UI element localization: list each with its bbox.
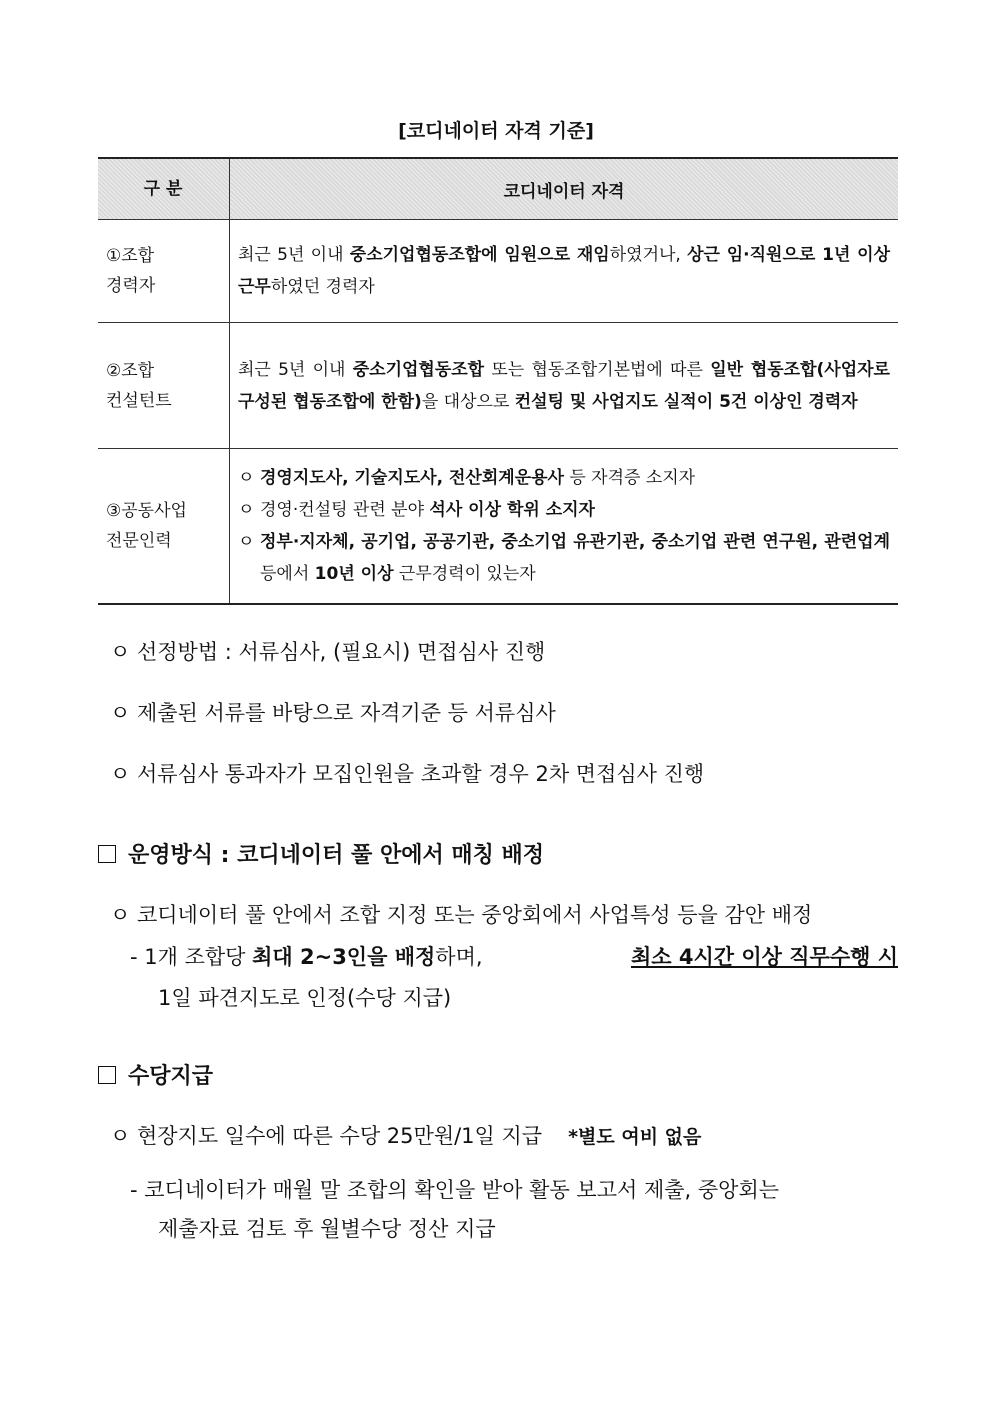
table-title: [코디네이터 자격 기준] xyxy=(398,120,594,142)
bullet-marker: ㅇ xyxy=(238,467,255,488)
allowance-heading: 수당지급 xyxy=(98,1059,213,1090)
table-row xyxy=(98,220,898,323)
allowance-sub-line-2: 제출자료 검토 후 월별수당 정산 지급 xyxy=(158,1217,496,1241)
operation-sub-line: - 1개 조합당 최대 2~3인을 배정하며, 최소 4시간 이상 직무수행 시 xyxy=(130,945,898,969)
bullet-marker: ㅇ xyxy=(238,531,255,552)
list-item: ㅇ 경영지도사, 기술지도사, 전산회계운용사 등 자격증 소지자 xyxy=(238,462,890,494)
list-item: ㅇ 정부·지자체, 공기업, 공공기관, 중소기업 유관기관, 중소기업 관련 연구원, 관련업계 등에서 10년 이상 근무경력이 있는자 xyxy=(238,526,890,590)
table-row xyxy=(98,323,898,449)
list-item: ㅇ 경영·컨설팅 관련 분야 석사 이상 학위 소지자 xyxy=(238,494,890,526)
qualification-cell xyxy=(230,449,899,604)
operation-heading: 운영방식 : 코디네이터 풀 안에서 매칭 배정 xyxy=(98,838,544,869)
qualification-cell: 최근 5년 이내 중소기업협동조합에 임원으로 재임하였거나, 상근 임·직원으로 1년 이상 근무하였던 경력자 xyxy=(230,220,899,323)
checkbox-square-icon xyxy=(98,1066,116,1084)
interview-line: ㅇ 서류심사 통과자가 모집인원을 초과할 경우 2차 면접심사 진행 xyxy=(110,762,705,786)
qualification-cell: 최근 5년 이내 중소기업협동조합 또는 협동조합기본법에 따른 일반 협동조합(사업자로 구성된 협동조합에 한함)을 대상으로 컨설팅 및 사업지도 실적이 5건 이상인 경력자 xyxy=(230,323,899,449)
allowance-bullet: ㅇ 현장지도 일수에 따른 수당 25만원/1일 지급 *별도 여비 없음 xyxy=(110,1124,702,1148)
table-row xyxy=(98,449,898,604)
bullet-marker: ㅇ xyxy=(238,499,255,520)
checkbox-square-icon xyxy=(98,845,116,863)
selection-method-line: ㅇ 선정방법 : 서류심사, (필요시) 면접심사 진행 xyxy=(110,640,546,664)
allowance-sub-line: - 코디네이터가 매월 말 조합의 확인을 받아 활동 보고서 제출, 중앙회는 xyxy=(130,1178,780,1202)
operation-sub-line-2: 1일 파견지도로 인정(수당 지급) xyxy=(158,986,452,1010)
document-review-line: ㅇ 제출된 서류를 바탕으로 자격기준 등 서류심사 xyxy=(110,701,556,725)
header-category: 구 분 xyxy=(98,158,230,220)
category-cell: ①조합 경력자 xyxy=(98,220,230,323)
category-cell: ③공동사업 전문인력 xyxy=(98,449,230,604)
category-cell: ②조합 컨설턴트 xyxy=(98,323,230,449)
operation-bullet: ㅇ 코디네이터 풀 안에서 조합 지정 또는 중앙회에서 사업특성 등을 감안 배정 xyxy=(110,903,813,927)
table-header-row xyxy=(98,158,898,220)
header-qualification: 코디네이터 자격 xyxy=(230,158,899,220)
qualification-table xyxy=(98,157,898,605)
